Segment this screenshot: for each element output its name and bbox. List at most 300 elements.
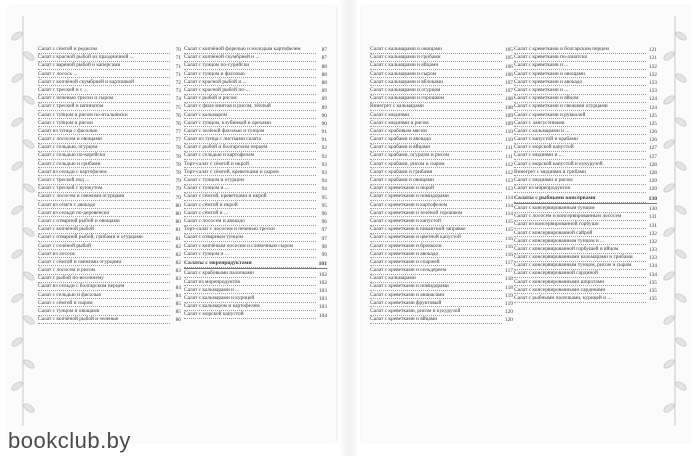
toc-page-number: 87 [321,55,327,62]
toc-entry-title: Салат с мидиями и ... [514,152,646,160]
toc-entry [184,71,327,79]
toc-entry [370,259,513,267]
toc-entry-title: Салат с креветками и яйцами [370,316,502,324]
toc-page-number: 117 [505,268,513,275]
toc-entry [370,103,513,111]
toc-entry [370,300,513,308]
toc-entry-title: Салат из тунца с фасолью [38,128,170,136]
toc-entry-title: Салат с тунцом и огурцом [184,177,316,185]
toc-page-number: 120 [504,317,513,324]
toc-entry [184,161,327,169]
toc-entry [370,308,513,316]
toc-page-number: 104 [318,312,327,319]
toc-entry-title: Салат с консервированным тунцом [514,205,646,213]
watermark-logo: bookclub.by [8,428,131,453]
toc-entry-title: Салат с креветками и спаржей [370,259,502,267]
toc-entry [184,177,327,185]
toc-page-number: 96 [321,210,327,217]
toc-page-number: 109 [504,112,513,119]
toc-entry-title: Салат с крабами и яйцами [370,144,502,152]
toc-entry-title: Салат с консервированной сайрой [514,230,646,238]
toc-entry [184,243,327,251]
toc-page-number: 84 [175,284,181,291]
toc-entry-title: Торт-салат с лососем и печенью трески [184,226,316,234]
toc-entry-title: Салат с печенью трески и сыром [38,95,170,103]
toc-entry-title: Салат с консервированными сардинами [514,287,646,295]
toc-column-left-2 [184,46,327,320]
toc-entry-title: Салат с отварной рыбой и овощами [38,218,170,226]
toc-entry-title: Салат с креветками и ... [514,87,646,95]
toc-page-number: 78 [175,170,181,176]
toc-entry [38,234,181,242]
toc-page-number: 127 [648,153,657,160]
toc-entry-title: Салат из сёмги с авокадо [38,202,170,210]
toc-page-number: 82 [175,260,181,267]
toc-entry [514,62,657,70]
toc-entry [184,136,327,144]
toc-entry [514,213,657,221]
toc-entry-title: Салат с отварным тунцом [184,234,316,242]
toc-entry-title: Винегрет с мидиями и грибами [514,169,646,177]
toc-entry [38,193,181,201]
toc-entry-title: Салат с копчёной скумбрией и ... [184,54,316,62]
toc-page-number: 82 [175,243,181,250]
toc-entry-title: Салат с креветками и болгарским перцем [514,46,646,54]
toc-entry [38,136,181,144]
toc-entry-title: Салат с креветками и сельдереем [370,267,502,275]
toc-entry-title: Салат с солёной рыбой [38,243,170,251]
toc-entry [184,79,327,87]
toc-entry-title: Салат с консервированным тунцом и ... [514,238,646,246]
toc-entry [38,54,181,62]
toc-entry [370,193,513,201]
toc-page-number: 77 [175,137,181,144]
toc-page-number: 112 [505,170,513,176]
toc-entry [514,46,657,54]
toc-page-number: 135 [648,279,657,286]
toc-page-number: 126 [648,137,657,144]
toc-entry [38,218,181,226]
toc-entry [514,221,657,229]
toc-page-number: 86 [175,317,181,324]
toc-page-number: 89 [321,96,327,103]
toc-entry-title: Салат с тунцом и овощами [38,308,170,316]
toc-page-number: 129 [648,186,657,193]
toc-entry-title: Салат с кальмаром и картофелем [184,303,316,311]
toc-entry-title: Салат с креветками и яйцом [514,95,646,103]
toc-entry [38,144,181,152]
toc-entry [38,185,181,193]
toc-entry [38,243,181,251]
toc-entry-title: Салат с крабами и овощами [370,177,502,185]
toc-page-number: 81 [175,227,181,234]
toc-entry [370,128,513,136]
toc-page-number: 80 [175,210,181,217]
toc-page-number: 88 [321,63,327,70]
toc-entry-title: Салат с треской под ... [38,177,170,185]
toc-entry [514,169,657,177]
toc-page-number: 125 [648,112,657,119]
toc-entry-title: Салат с тунцом, клубникой и орехами [184,120,316,128]
toc-entry [370,234,513,242]
toc-page-number: 95 [321,194,327,201]
toc-entry [184,270,327,278]
toc-page-number: 108 [504,104,513,111]
toc-entry-title: Торт-салат с сёмгой и икрой [184,161,316,169]
toc-entry [184,169,327,177]
toc-page-number: 71 [175,63,181,70]
toc-entry [370,112,513,120]
toc-page-number: 74 [175,96,181,103]
toc-entry [38,308,181,316]
toc-page-number: 111 [505,153,513,160]
toc-page-number: 85 [175,309,181,316]
toc-entry [38,71,181,79]
toc-page-number: 83 [175,276,181,283]
toc-entry [370,316,513,324]
toc-entry-title: Салат с сельдью и грибами [38,161,170,169]
toc-page-number: 73 [175,88,181,95]
toc-page-number: 97 [321,235,327,242]
toc-page-number: 88 [321,79,327,86]
toc-entry [370,185,513,193]
toc-entry-title: Салат с зелёной фасолью и тунцом [184,128,316,136]
toc-page-number: 121 [648,55,657,62]
toc-entry-title: Салат с сельдью, огурцом [38,144,170,152]
toc-entry-title: Салат с капустой и крабами [514,136,646,144]
toc-page-number: 84 [175,292,181,299]
toc-entry [38,283,181,291]
toc-entry [514,103,657,111]
toc-entry-title: Салат с филе минтая и рисом, тёплый [184,103,316,111]
toc-entry-title: Салат с сельдью и картофелем [184,152,316,160]
toc-page-number: 72 [175,79,181,86]
toc-entry-title: Салат с кальмарами [370,275,502,283]
toc-entry [370,95,513,103]
toc-page-number: 95 [321,202,327,209]
toc-entry [38,177,181,185]
toc-page-number: 133 [648,255,657,262]
toc-entry-title: Салат с креветками и помидорами [370,193,502,201]
toc-page-number: 83 [175,268,181,275]
toc-entry-title: Салат с креветками и ... [514,62,646,70]
toc-entry [184,193,327,201]
toc-entry-title: Салат с креветками и зелёной горошком [370,210,502,218]
toc-entry-title: Салат с креветками, рисом и кукурузой [370,308,502,316]
toc-entry [184,287,327,295]
toc-entry [38,112,181,120]
toc-entry-title: Салат с тунцом и рисом по-итальянски [38,112,170,120]
toc-entry-title: Салат с кальмарами и яблоками [370,79,502,87]
toc-entry [184,226,327,234]
toc-entry-title: Салат с морской капустой и кукурузой [514,161,646,169]
toc-entry [184,303,327,311]
toc-page-number: 119 [505,301,513,307]
toc-page-number: 110 [505,129,513,136]
left-page [6,6,336,442]
toc-entry [38,169,181,177]
toc-entry [514,246,657,254]
toc-page-number: 102 [318,279,327,286]
toc-entry [38,202,181,210]
toc-column-right-1 [370,46,513,324]
toc-entry-title: Салат из консервированной горбуши [514,221,646,229]
toc-entry-title: Салат с кальмарами и сыром [370,71,502,79]
toc-entry [370,226,513,234]
toc-entry [184,279,327,287]
toc-entry-title: Салат с лангустинами [514,120,646,128]
toc-page-number: 105 [504,55,513,62]
toc-page-number: 103 [318,304,327,311]
toc-page-number: 114 [505,202,513,209]
toc-entry-title: Салат с сёмгой и икрой [184,202,316,210]
toc-page-number: 125 [648,120,657,127]
toc-entry-title: Салат с копчёной рыбой и зеленью [38,316,170,324]
toc-section-heading [514,195,657,204]
toc-page-number: 102 [318,271,327,278]
toc-entry [38,259,181,267]
toc-page-number: 79 [175,186,181,193]
toc-entry-title: Салат с рыбой и рисом [184,95,316,103]
toc-entry-title: Салат с консервированной горбушей и яйцом [514,246,646,254]
toc-entry-title: Салат с кальмарами и ... [184,287,316,295]
toc-entry [514,230,657,238]
toc-entry-title: Салат с копчёной скумбрией и картошкой [38,79,170,87]
toc-entry-title: Салат с крабовыми палочками [184,270,316,278]
toc-page-number: 134 [648,263,657,270]
toc-page-number: 116 [505,251,513,258]
toc-entry-title: Салат с тунцом и ... [184,251,316,259]
toc-page-number: 94 [321,186,327,193]
toc-entry-title: Салат с тунцом и рисом [38,120,170,128]
toc-page-number: 116 [505,235,513,242]
toc-entry [514,152,657,160]
toc-entry [514,270,657,278]
toc-entry-title: Салат с кальмарами и горошком [370,95,502,103]
toc-entry-title: Салат с треской и с ... [38,87,170,95]
toc-entry-title: Салат с кальмарами и курицей [184,295,316,303]
toc-page-number: 79 [175,194,181,201]
toc-entry [370,62,513,70]
toc-entry [184,112,327,120]
toc-entry [514,144,657,152]
toc-entry-title: Салат с сёмгой и редисом [38,46,170,54]
toc-entry [38,128,181,136]
toc-entry [370,210,513,218]
toc-page-number: 89 [321,88,327,95]
toc-section-title: Салаты с морепродуктами [184,260,316,268]
toc-entry [38,226,181,234]
toc-entry-title: Салат из сельди с болгарским перцем [38,283,170,291]
toc-page-number: 114 [505,210,513,217]
toc-entry-title: Салат с крабами, рисом и сыром [370,161,502,169]
toc-entry [514,71,657,79]
toc-entry-title: Салат с крабами и авокадо [370,136,502,144]
toc-page-number: 81 [175,235,181,242]
toc-entry [184,185,327,193]
toc-page-number: 106 [504,63,513,70]
toc-entry-title: Салат с сельдью и фасолью [38,292,170,300]
toc-entry-title: Салат с консервированными шпротами [514,279,646,287]
toc-entry [370,267,513,275]
toc-entry [370,79,513,87]
toc-page-number: 94 [321,178,327,185]
toc-entry-title: Салат с тунцом и ... [184,185,316,193]
toc-entry-title: Салат с креветками по-азиатски [514,54,646,62]
toc-entry [184,103,327,111]
toc-page-number: 78 [175,153,181,160]
toc-page-number: 108 [504,96,513,103]
toc-entry [184,202,327,210]
toc-entry-title: Салат с лососем и авокадо [184,218,316,226]
toc-entry [184,210,327,218]
toc-entry [370,120,513,128]
toc-entry [38,292,181,300]
toc-page-number: 114 [505,194,513,201]
toc-page-number: 132 [648,238,657,245]
toc-entry-title: Салат с красной рыбой из праздничной ... [38,54,170,62]
toc-entry-title: Салат с лососем и консервированным лососем [514,213,646,221]
toc-page-number: 105 [504,47,513,54]
toc-entry [370,283,513,291]
toc-entry-title: Салат с мидиями и рисом [370,120,502,128]
toc-page-number: 113 [505,186,513,193]
toc-page-number: 116 [505,243,513,250]
toc-entry-title: Салат с лососем и рисом [38,267,170,275]
toc-entry [184,144,327,152]
toc-entry [184,218,327,226]
toc-entry-title: Салат с копчёным лососем и сливочным сыром [184,243,316,251]
toc-entry [184,54,327,62]
leaf-ornament-border-right [662,16,688,426]
toc-page-number: 135 [648,296,657,303]
toc-section-title: Салаты с рыбными консервами [514,195,646,203]
toc-entry-title: Салат с кальмаром [184,112,316,120]
toc-entry-title: Салат с лососем и овощами [38,136,170,144]
toc-entry-title: Салат с мидиями [370,112,502,120]
toc-page-number: 85 [175,301,181,307]
toc-page-number: 109 [504,120,513,127]
toc-page-number: 120 [504,309,513,316]
toc-entry [38,95,181,103]
toc-page-number: 76 [175,112,181,119]
toc-page-number: 78 [175,161,181,168]
toc-page-number: 132 [648,230,657,237]
right-page [362,6,692,442]
toc-entry [514,87,657,95]
toc-entry [370,136,513,144]
toc-page-number: 80 [175,202,181,209]
toc-entry-title: Салат с консервированными кальмарами и грибами [514,254,646,262]
toc-page-number: 71 [175,71,181,78]
toc-page-number: 87 [321,47,327,54]
toc-entry-title: Салат из морепродуктов [184,279,316,287]
toc-entry [38,46,181,54]
toc-page-number: 119 [505,292,513,299]
toc-entry [370,169,513,177]
toc-entry-title: Салат с креветками и помидорами [370,283,502,291]
toc-page-number: 92 [321,153,327,160]
toc-entry [38,103,181,111]
toc-entry [38,152,181,160]
toc-entry-title: Салат с креветками и икрой [370,185,502,193]
toc-page-number: 90 [321,112,327,119]
toc-entry-title: Салат с креветками фруктовый [370,300,502,308]
toc-entry [38,161,181,169]
toc-entry-title: Салат с отварной рыбой, грибами и огурцами [38,234,170,242]
toc-entry [38,316,181,324]
leaf-ornament-border [10,16,36,426]
toc-entry-title: Салат с кальмарами и овощами [370,46,502,54]
toc-entry-title: Салат с красной рыбой и ... [184,79,316,87]
toc-entry-title: Салат с кальмарами и яйцами [370,62,502,70]
toc-page-number: 124 [648,104,657,111]
toc-entry [370,161,513,169]
toc-entry [514,279,657,287]
toc-entry [514,120,657,128]
toc-page-number: 111 [505,145,513,152]
toc-entry-title: Салат из тунца с листьями салата [184,136,316,144]
toc-entry [370,54,513,62]
toc-entry-title: Салат с рыбой и болгарским перцем [184,144,316,152]
toc-entry [38,267,181,275]
toc-entry-title: Салат с крабовым мясом [370,128,502,136]
toc-entry-title: Салат с креветками и авокадо [370,251,502,259]
toc-page-number: 82 [175,251,181,258]
toc-entry-title: Салат с креветками в пикантной заправке [370,226,502,234]
toc-page-number: 106 [504,71,513,78]
toc-page-number: 71 [175,55,181,62]
toc-entry-title: Салат с креветками и капустой [370,218,502,226]
toc-page-number: 113 [505,178,513,185]
toc-entry [370,152,513,160]
toc-page-number: 128 [648,161,657,168]
toc-page-number: 98 [321,243,327,250]
toc-entry-title: Торт-салат с сёмгой, креветками и сыром [184,169,316,177]
toc-section-heading [184,260,327,269]
toc-page-number: 93 [321,161,327,168]
toc-entry-title: Салат с копчёной рыбой [38,226,170,234]
toc-entry-title: Салат с креветками и рукколой [514,112,646,120]
toc-entry [514,205,657,213]
toc-page-number: 118 [505,276,513,283]
toc-entry [38,62,181,70]
toc-page-number: 107 [504,88,513,95]
toc-entry-title: Салат с рыбой по-весеннему [38,275,170,283]
toc-page-number: 107 [504,79,513,86]
toc-entry [370,144,513,152]
toc-entry-title: Винегрет с кальмарами [370,103,502,111]
toc-entry [514,95,657,103]
toc-entry [38,210,181,218]
toc-page-number: 129 [648,178,657,185]
toc-page-number: 123 [648,79,657,86]
toc-entry-title: Салат с сёмгой и сыром [38,300,170,308]
toc-entry [514,79,657,87]
toc-page-number: 130 [648,206,657,213]
toc-entry [184,95,327,103]
toc-entry [514,238,657,246]
toc-page-number: 112 [505,161,513,168]
toc-page-number: 90 [321,120,327,127]
toc-entry [184,46,327,54]
toc-page-number: 79 [175,178,181,185]
toc-page-number: 121 [648,47,657,54]
toc-entry-title: Салат с креветками и цветной капустой [370,234,502,242]
toc-entry-title: Салат с сёмгой и ... [184,210,316,218]
toc-entry-title: Салат с креветками и картофелем [370,202,502,210]
toc-entry-title: Салат с креветками и овощами [514,71,646,79]
